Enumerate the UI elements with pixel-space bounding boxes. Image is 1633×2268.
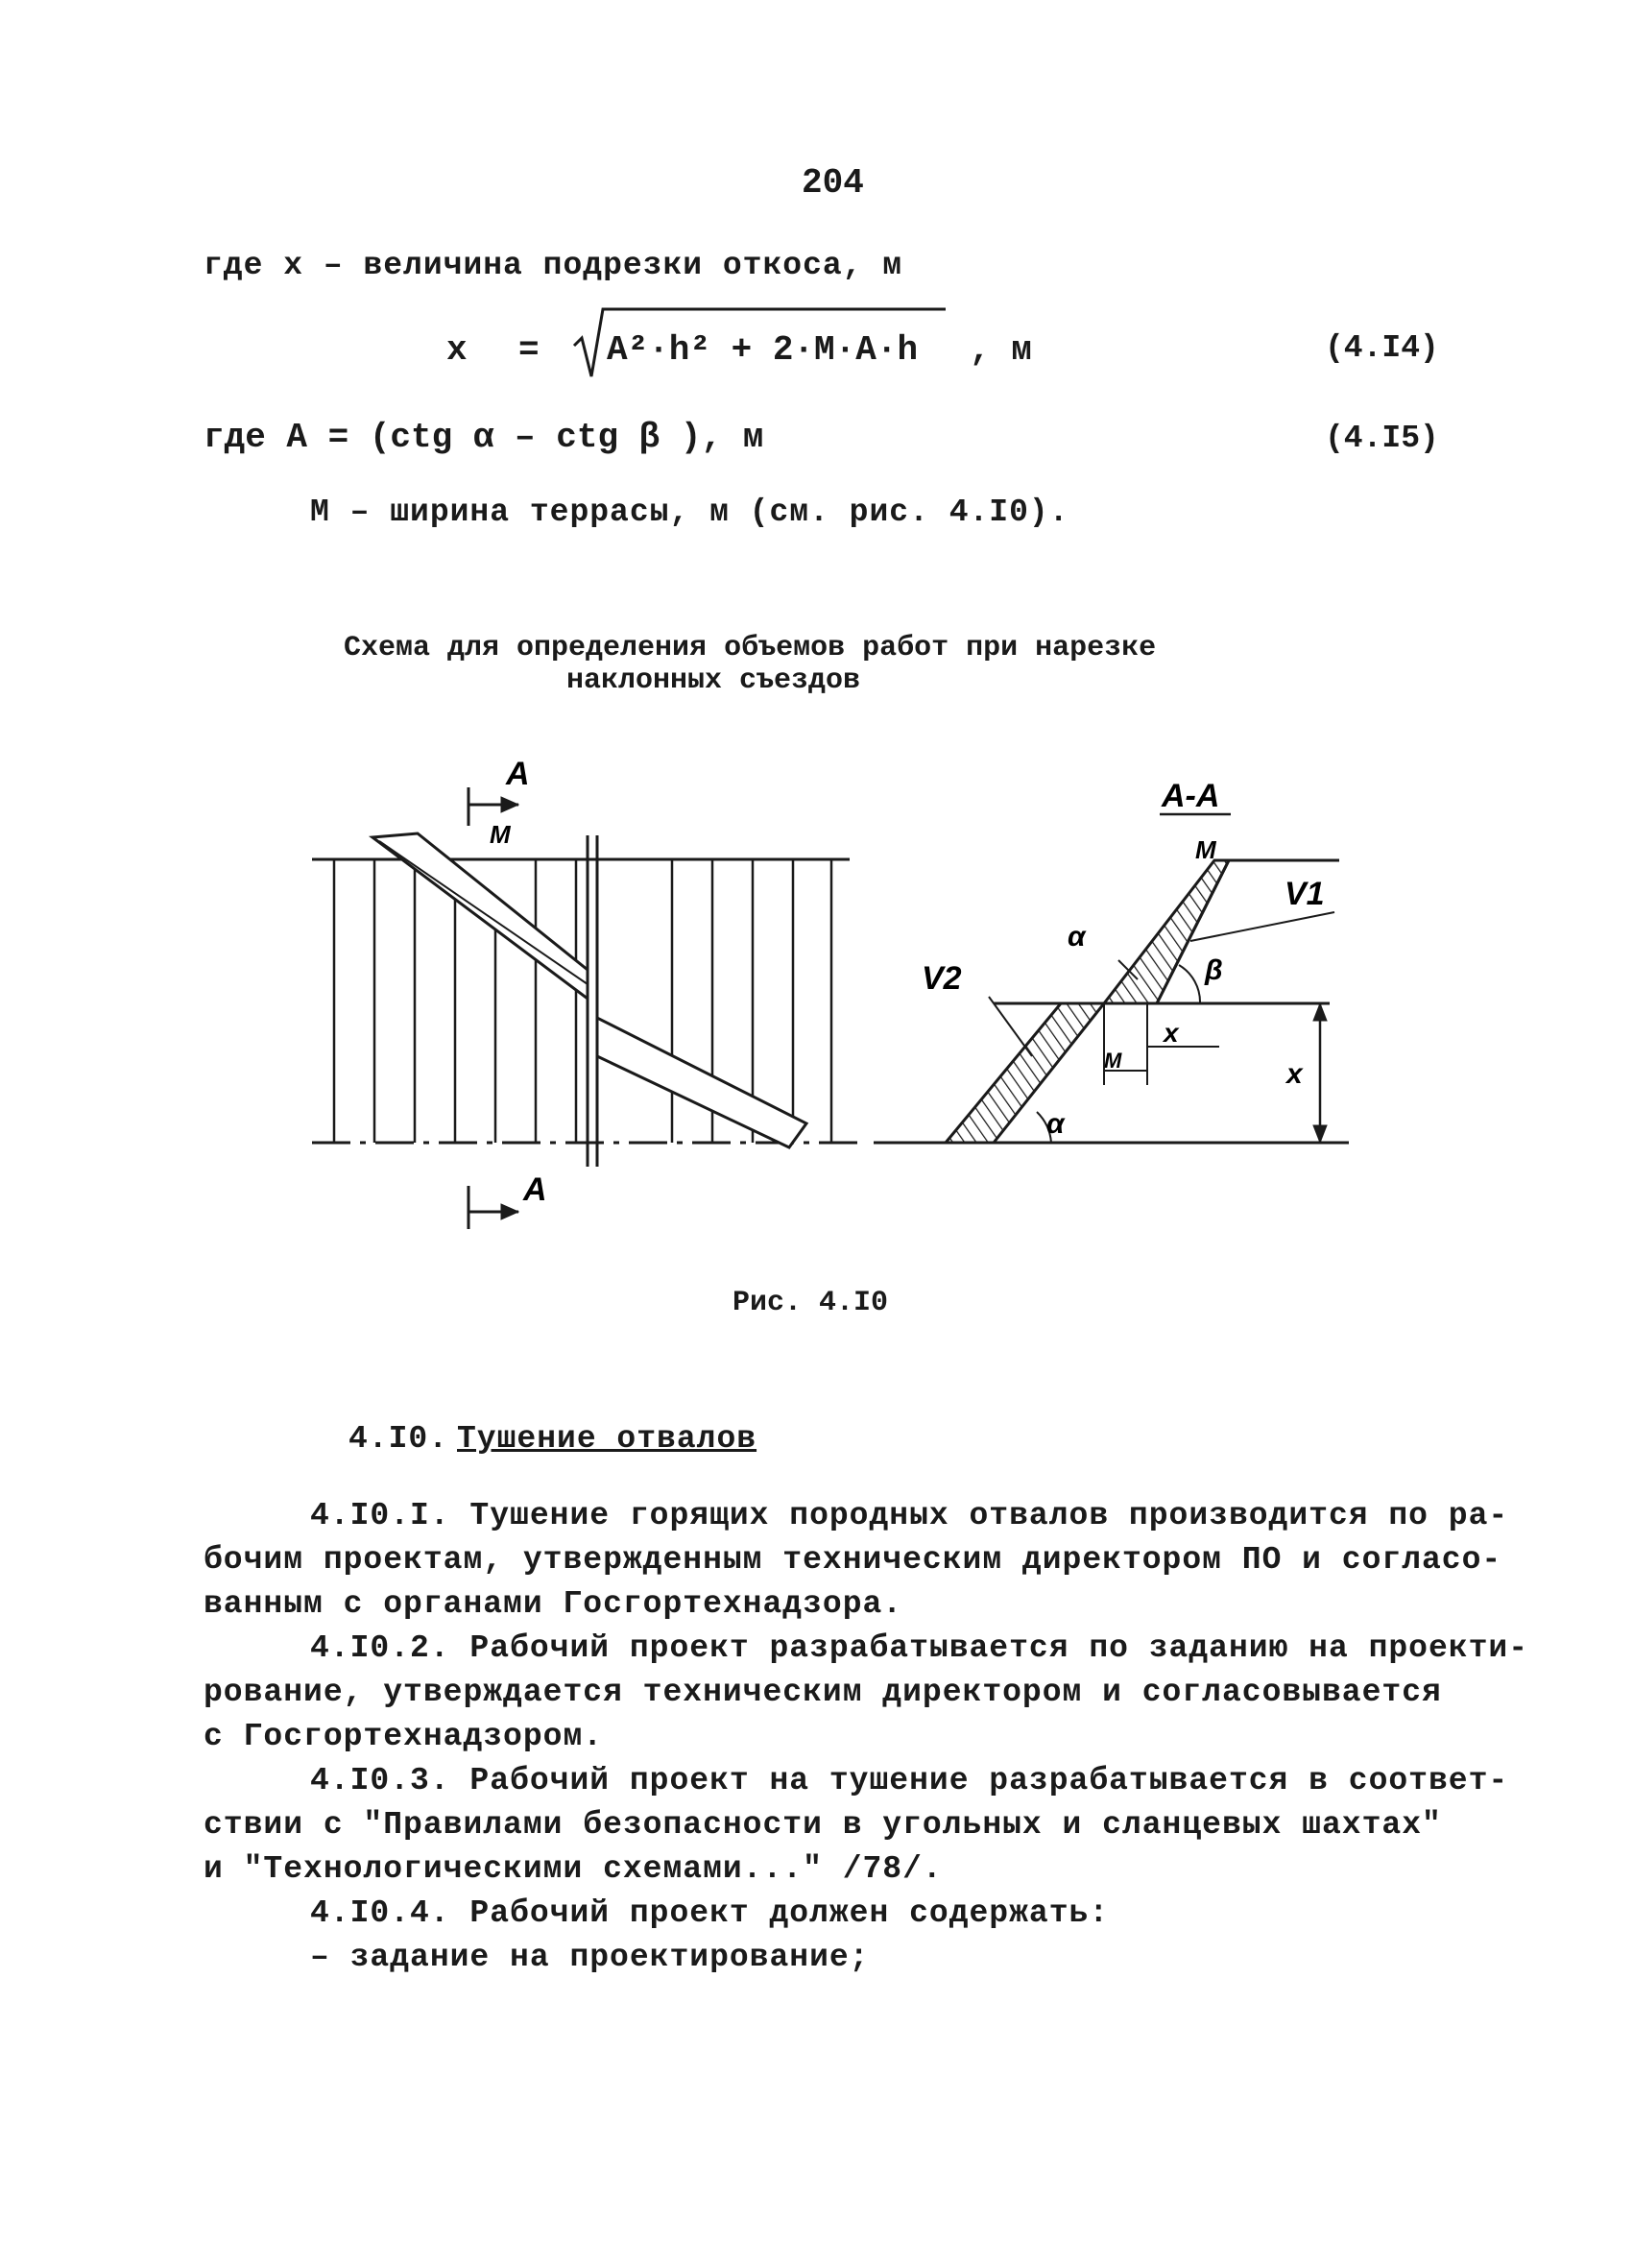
m-small-label: M (1104, 1049, 1122, 1073)
figure-caption: Рис. 4.I0 (732, 1287, 889, 1319)
alpha-top-label: α (1068, 921, 1086, 953)
para-line: ванным с органами Госгортехнадзора. (204, 1586, 903, 1622)
plan-view (312, 787, 864, 1229)
equation-number-4-15: (4.I5) (1325, 421, 1439, 456)
para-line: – задание на проектирование; (310, 1940, 870, 1975)
page-number: 204 (802, 163, 864, 203)
para-line: 4.I0.I. Тушение горящих породных отвалов производится по ра- (310, 1498, 1509, 1533)
section-mark-bottom-label: A (523, 1171, 547, 1208)
v2-label: V2 (922, 960, 962, 997)
formula-x-equals: = (518, 330, 540, 370)
formula-a: где A = (ctg α – ctg β ), м (204, 418, 764, 457)
plan-m-label: M (490, 820, 511, 849)
m-definition: M – ширина террасы, м (см. рис. 4.I0). (310, 495, 1069, 530)
equation-number-4-14: (4.I4) (1325, 330, 1439, 366)
x-small-label: x (1164, 1018, 1179, 1048)
section-m-top-label: M (1195, 835, 1216, 864)
figure-title-line2: наклонных съездов (566, 664, 861, 697)
section-aa-label: A-A (1162, 778, 1220, 814)
section-heading-title: Тушение отвалов (457, 1421, 757, 1457)
formula-x-radicand: A²·h² + 2·M·A·h (607, 330, 919, 370)
para-line: 4.I0.3. Рабочий проект на тушение разрабатывается в соответ- (310, 1763, 1509, 1798)
para-line: ствии с "Правилами безопасности в угольных и сланцевых шахтах" (204, 1807, 1442, 1843)
alpha-bottom-label: α (1046, 1108, 1065, 1140)
section-mark-top-label: A (506, 756, 530, 792)
para-line: 4.I0.4. Рабочий проект должен содержать: (310, 1895, 1110, 1931)
where-x-definition: где x – величина подрезки откоса, м (204, 248, 903, 283)
x-side-label: x (1286, 1058, 1303, 1090)
beta-label: β (1205, 954, 1223, 986)
section-heading-number: 4.I0. (348, 1421, 449, 1457)
para-line: с Госгортехнадзором. (204, 1719, 604, 1754)
para-line: бочим проектам, утвержденным техническим директором ПО и согласо- (204, 1542, 1502, 1578)
formula-x-unit: , м (970, 330, 1032, 370)
figure-title-line1: Схема для определения объемов работ при нарезке (344, 632, 1157, 664)
para-line: и "Технологическими схемами..." /78/. (204, 1851, 943, 1887)
formula-x-lhs: x (446, 330, 468, 370)
para-line: 4.I0.2. Рабочий проект разрабатывается по заданию на проекти- (310, 1630, 1528, 1666)
para-line: рование, утверждается техническим директором и согласовывается (204, 1675, 1442, 1710)
v1-label: V1 (1285, 876, 1325, 912)
